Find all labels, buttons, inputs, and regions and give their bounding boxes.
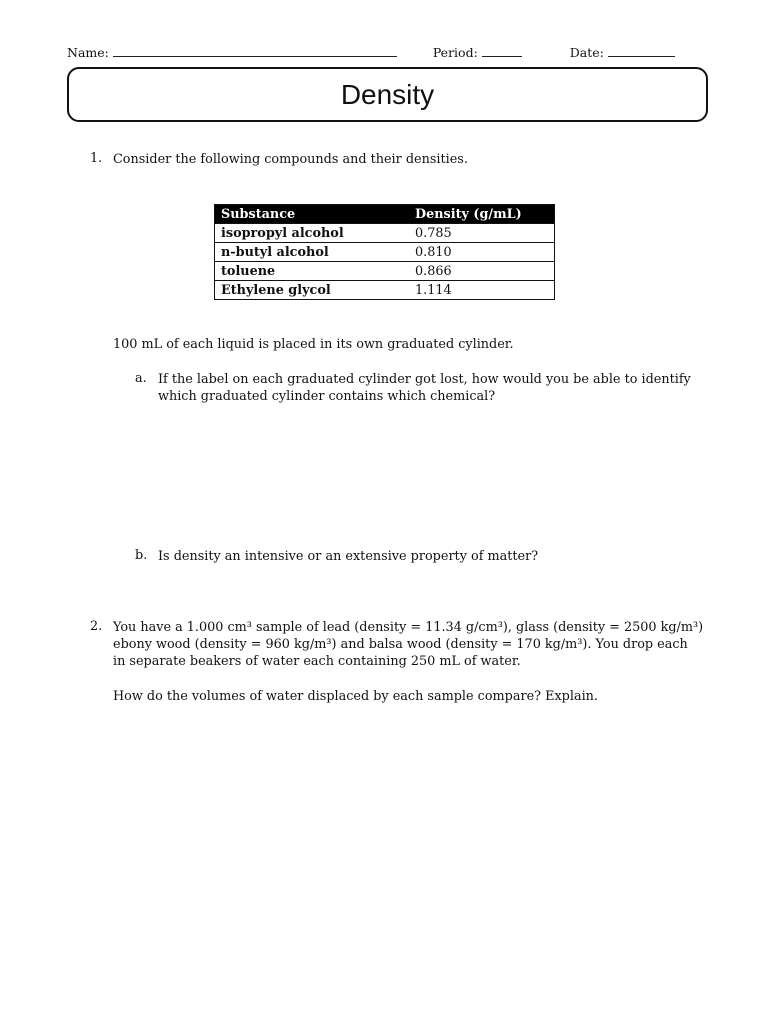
question-2-line-1: You have a 1.000 cm³ sample of lead (density = 11.34 g/cm³), glass (density = 2500 kg/m³) [113,620,704,635]
question-1a-label: a. [135,371,147,386]
substance-cell: Ethylene glycol [215,281,410,300]
question-2-line-2: ebony wood (density = 960 kg/m³) and balsa wood (density = 170 kg/m³). You drop each [113,637,688,652]
question-1-statement: 100 mL of each liquid is placed in its own graduated cylinder. [113,337,514,352]
date-blank[interactable] [608,44,675,57]
student-info-header [67,44,675,60]
table-row [215,262,555,281]
table-row [215,243,555,262]
density-cell: 0.866 [409,262,555,281]
period-blank[interactable] [482,44,522,57]
question-1-prompt: Consider the following compounds and their densities. [113,152,468,167]
density-cell: 1.114 [409,281,555,300]
substance-cell: n-butyl alcohol [215,243,410,262]
question-2-question: How do the volumes of water displaced by each sample compare? Explain. [113,689,598,704]
date-label: Date: [569,45,604,60]
column-header-substance: Substance [215,205,410,224]
density-cell: 0.785 [409,224,555,243]
density-table [214,204,555,300]
question-2-line-3: in separate beakers of water each containing 250 mL of water. [113,654,521,669]
title-box [67,67,708,122]
column-header-density: Density (g/mL) [409,205,555,224]
question-1b-label: b. [135,548,148,563]
question-2-number: 2. [90,619,103,634]
name-blank[interactable] [113,44,397,57]
page-title: Density [340,78,435,110]
table-row [215,224,555,243]
table-header-row [215,205,555,224]
density-cell: 0.810 [409,243,555,262]
period-label: Period: [432,45,478,60]
question-1b-text: Is density an intensive or an extensive property of matter? [158,549,539,564]
question-1-number: 1. [90,151,103,166]
table-row [215,281,555,300]
substance-cell: isopropyl alcohol [215,224,410,243]
name-label: Name: [67,45,109,60]
question-1a-line-1: If the label on each graduated cylinder got lost, how would you be able to identify [158,372,691,387]
question-1a-line-2: which graduated cylinder contains which chemical? [158,389,496,404]
substance-cell: toluene [215,262,410,281]
